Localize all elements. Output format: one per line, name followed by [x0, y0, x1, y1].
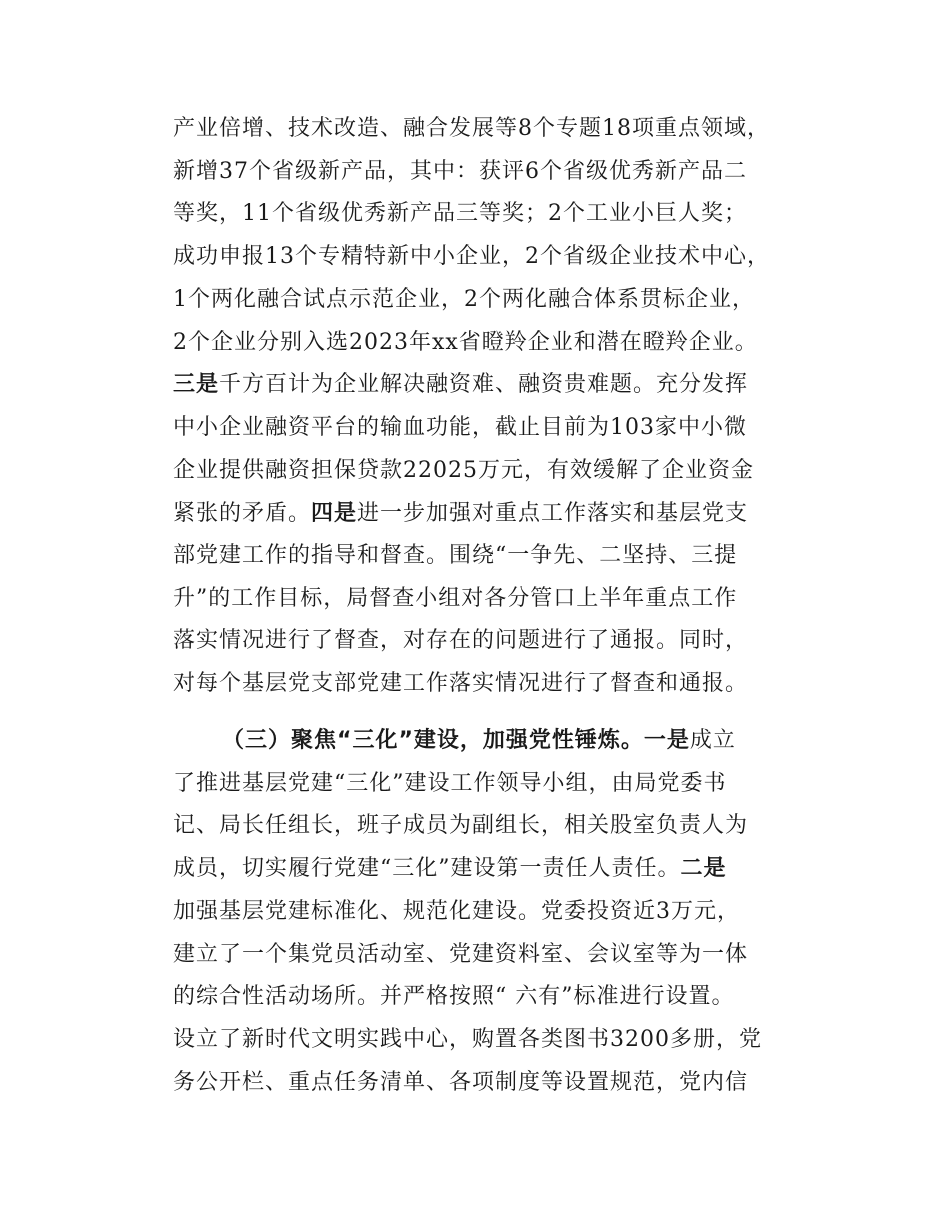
text-line: 务公开栏、重点任务清单、各项制度等设置规范，党内信 [173, 1070, 749, 1095]
text-line: 记、局长任组长，班子成员为副组长，相关股室负责人为 [173, 813, 749, 838]
text-line: 三是千方百计为企业解决融资难、融资贵难题。充分发挥 [173, 372, 749, 397]
text-line: 设立了新时代文明实践中心，购置各类图书3200多册，党 [173, 1027, 762, 1052]
text-line: 紧张的矛盾。四是进一步加强对重点工作落实和基层党支 [173, 501, 749, 526]
text-line: 等奖，11个省级优秀新产品三等奖；2个工业小巨人奖； [173, 201, 747, 226]
text-line: 成员，切实履行党建“三化”建设第一责任人责任。二是 [173, 856, 727, 881]
text-line: 1个两化融合试点示范企业，2个两化融合体系贯标企业， [173, 287, 755, 312]
text-line: 中小企业融资平台的输血功能，截止目前为103家中小微 [173, 415, 747, 440]
text-line: 建立了一个集党员活动室、党建资料室、会议室等为一体 [173, 942, 749, 967]
text-line: 企业提供融资担保贷款22025万元，有效缓解了企业资金 [173, 458, 754, 483]
text-line: 落实情况进行了督查，对存在的问题进行了通报。同时， [173, 628, 749, 653]
section-heading: （三）聚焦“三化”建设，加强党性锤炼。一是 [222, 728, 690, 753]
bold-lead: 四是 [311, 501, 358, 526]
text-line: 产业倍增、技术改造、融合发展等8个专题18项重点领域， [173, 116, 770, 141]
bold-lead: 二是 [680, 856, 727, 881]
text-line: 部党建工作的指导和督查。围绕“一争先、二坚持、三提 [173, 543, 738, 568]
text-line: 成功申报13个专精特新中小企业，2个省级企业技术中心， [173, 244, 770, 269]
bold-lead: 三是 [173, 372, 220, 397]
text-line: 对每个基层党支部党建工作落实情况进行了督查和通报。 [173, 671, 749, 696]
text-line: 2个企业分别入选2023年xx省瞪羚企业和潜在瞪羚企业。 [173, 330, 758, 355]
text-line: 升”的工作目标，局督查小组对各分管口上半年重点工作 [173, 586, 738, 611]
text-line: 了推进基层党建“三化”建设工作领导小组，由局党委书 [173, 771, 727, 796]
text-line: 加强基层党建标准化、规范化建设。党委投资近3万元， [173, 899, 740, 924]
text-line: 的综合性活动场所。并严格按照“ 六有”标准进行设置。 [173, 984, 735, 1009]
text-line: 新增37个省级新产品，其中：获评6个省级优秀新产品二 [173, 159, 747, 184]
section-heading-line: （三）聚焦“三化”建设，加强党性锤炼。一是成立 [222, 728, 736, 753]
